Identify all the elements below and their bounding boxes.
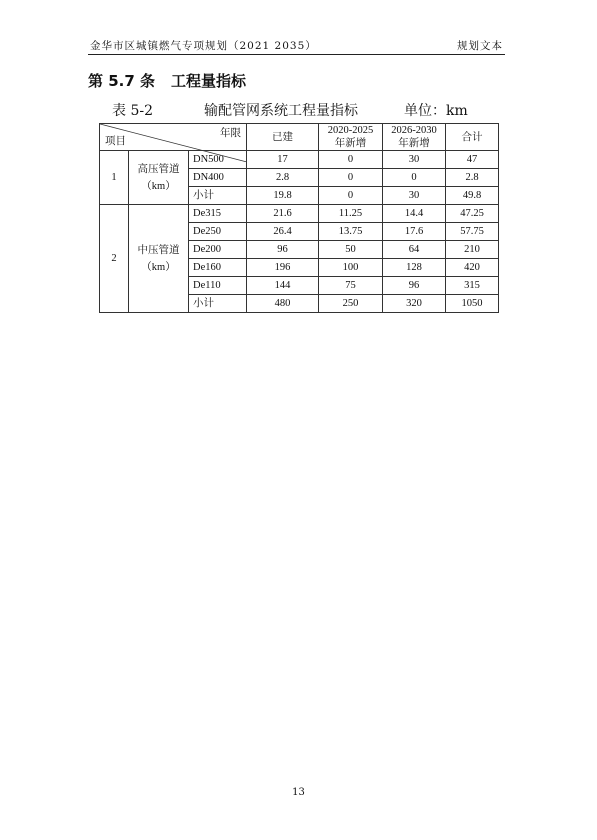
cell-total: 420 — [446, 259, 499, 277]
cell-total: 315 — [446, 277, 499, 295]
cell-built: 21.6 — [247, 205, 319, 223]
cell-add-2026-2030: 96 — [383, 277, 446, 295]
cell-built: 17 — [247, 151, 319, 169]
row-spec: De200 — [189, 241, 247, 259]
cell-built: 26.4 — [247, 223, 319, 241]
cell-add-2026-2030: 30 — [383, 187, 446, 205]
header-built: 已建 — [247, 124, 319, 151]
cell-built: 96 — [247, 241, 319, 259]
header-2020-2025-range: 2020-2025 — [327, 125, 374, 136]
cell-built: 19.8 — [247, 187, 319, 205]
cell-add-2026-2030: 14.4 — [383, 205, 446, 223]
row-spec: De250 — [189, 223, 247, 241]
cell-built: 2.8 — [247, 169, 319, 187]
cell-add-2020-2025: 100 — [319, 259, 383, 277]
row-spec: 小计 — [189, 187, 247, 205]
cell-total: 2.8 — [446, 169, 499, 187]
page-number: 13 — [292, 787, 305, 798]
cell-add-2026-2030: 128 — [383, 259, 446, 277]
cell-total: 49.8 — [446, 187, 499, 205]
cell-add-2020-2025: 13.75 — [319, 223, 383, 241]
group-name-unit: （km） — [141, 261, 176, 273]
cell-add-2026-2030: 64 — [383, 241, 446, 259]
header-2020-2025-suffix: 年新增 — [334, 138, 367, 149]
cell-add-2020-2025: 11.25 — [319, 205, 383, 223]
corner-label-items: 项目 — [105, 136, 126, 147]
cell-add-2020-2025: 0 — [319, 151, 383, 169]
header-document-title: 金华市区城镇燃气专项规划（2021 2035） — [90, 40, 317, 52]
header-2026-2030-range: 2026-2030 — [391, 125, 437, 136]
header-2026-2030 — [383, 124, 446, 151]
cell-built: 144 — [247, 277, 319, 295]
group-number: 1 — [100, 151, 129, 205]
cell-add-2020-2025: 250 — [319, 295, 383, 313]
row-spec: De315 — [189, 205, 247, 223]
cell-add-2026-2030: 30 — [383, 151, 446, 169]
table-title: 输配管网系统工程量指标 — [204, 103, 358, 119]
group-name — [129, 205, 189, 313]
row-spec: De110 — [189, 277, 247, 295]
section-heading — [88, 70, 246, 91]
cell-total: 1050 — [446, 295, 499, 313]
cell-add-2020-2025: 50 — [319, 241, 383, 259]
cell-total: 47.25 — [446, 205, 499, 223]
cell-total: 210 — [446, 241, 499, 259]
row-spec: DN400 — [189, 169, 247, 187]
table-row — [100, 205, 499, 223]
group-name-unit: （km） — [141, 180, 176, 192]
row-spec: De160 — [189, 259, 247, 277]
header-2026-2030-suffix: 年新增 — [398, 138, 430, 149]
group-number: 2 — [100, 205, 129, 313]
row-spec: DN500 — [189, 151, 247, 169]
group-name-label: 中压管道 — [137, 244, 180, 256]
cell-add-2020-2025: 0 — [319, 169, 383, 187]
cell-add-2020-2025: 0 — [319, 187, 383, 205]
table-header-row — [100, 124, 499, 151]
section-title: 工程量指标 — [171, 72, 247, 90]
cell-built: 480 — [247, 295, 319, 313]
page-header — [88, 36, 505, 55]
group-name-label: 高压管道 — [137, 163, 180, 175]
cell-built: 196 — [247, 259, 319, 277]
header-total: 合计 — [446, 124, 499, 151]
quantity-table — [99, 123, 499, 313]
cell-add-2026-2030: 17.6 — [383, 223, 446, 241]
corner-label-years: 年限 — [220, 128, 241, 139]
table-number: 表 5-2 — [112, 103, 153, 119]
corner-cell — [100, 124, 247, 151]
cell-total: 47 — [446, 151, 499, 169]
cell-add-2026-2030: 0 — [383, 169, 446, 187]
table-unit: 单位：km — [404, 103, 468, 119]
section-number: 第 5.7 条 — [88, 72, 156, 90]
row-spec: 小计 — [189, 295, 247, 313]
cell-total: 57.75 — [446, 223, 499, 241]
header-2020-2025 — [319, 124, 383, 151]
header-section-label: 规划文本 — [457, 40, 503, 52]
cell-add-2026-2030: 320 — [383, 295, 446, 313]
cell-add-2020-2025: 75 — [319, 277, 383, 295]
